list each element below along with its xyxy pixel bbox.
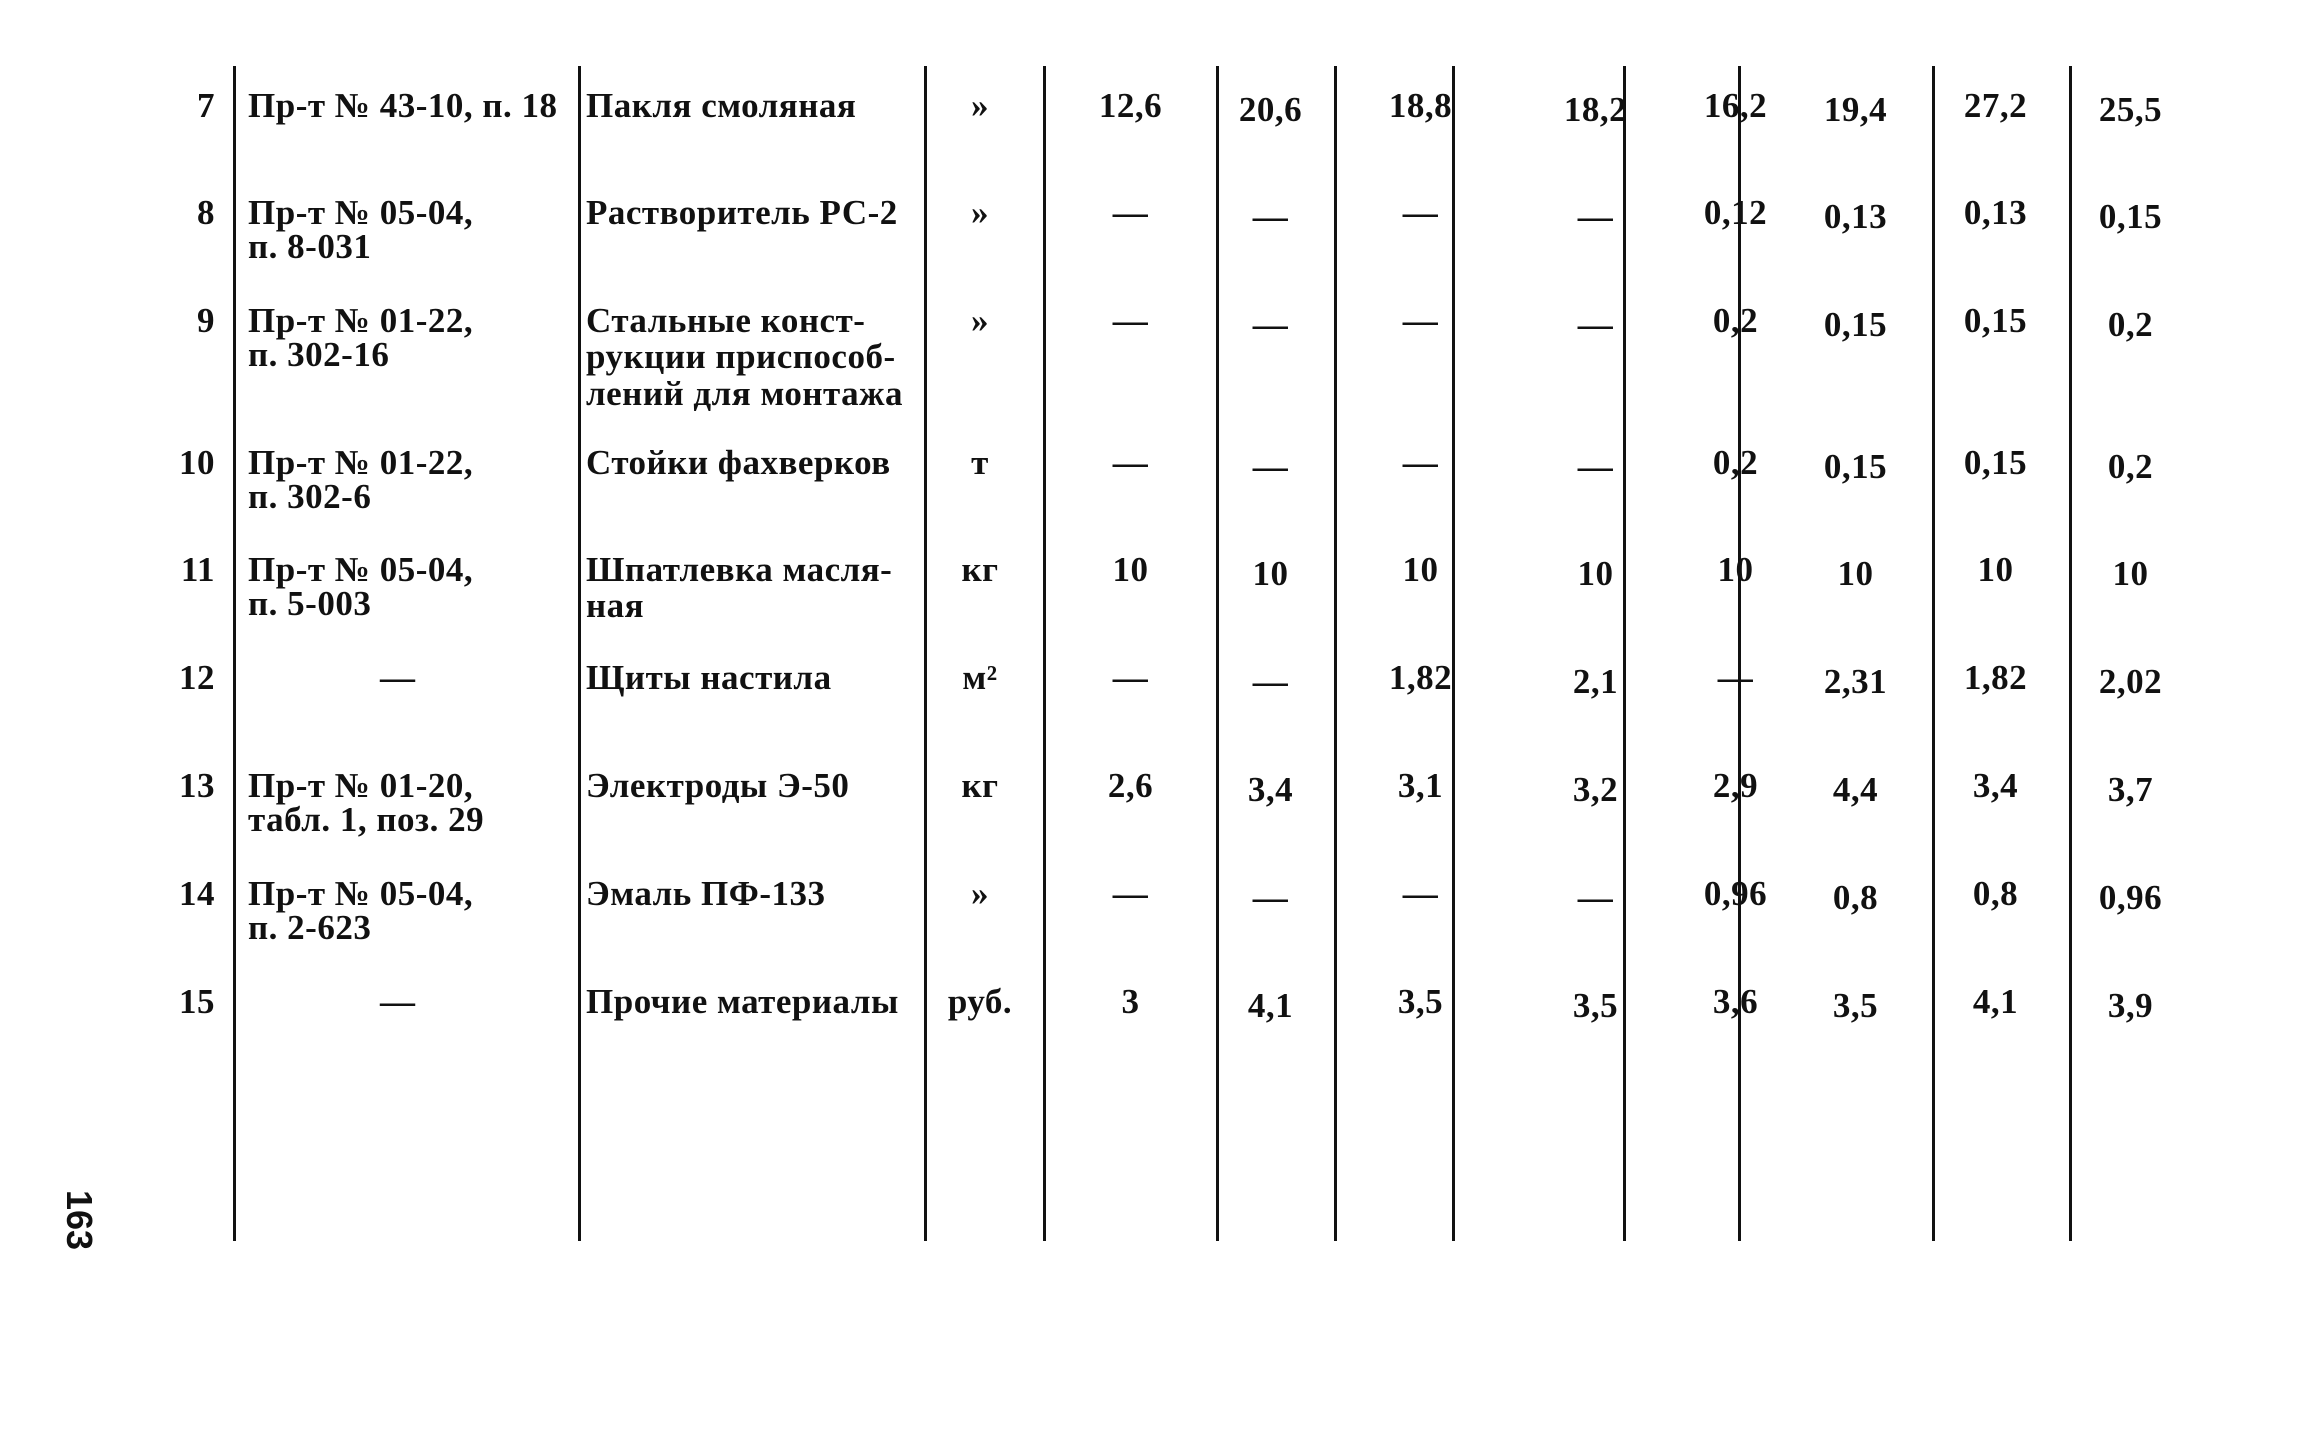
- value-cell: —: [1402, 193, 1439, 232]
- reference-line: п. 302-16: [248, 335, 390, 374]
- value-cell: 2,1: [1572, 662, 1619, 701]
- unit: »: [971, 86, 989, 125]
- material-name: Растворитель РС-2: [586, 193, 898, 232]
- value-cell: 3,6: [1712, 982, 1759, 1021]
- value-cell: 3: [1121, 982, 1140, 1021]
- material-name: Стойки фахверков: [586, 443, 891, 482]
- value-cell: 3,9: [2107, 986, 2154, 1025]
- column-rule: [1043, 66, 1046, 1241]
- reference-line: —: [380, 982, 416, 1021]
- value-cell: 10: [1252, 554, 1289, 593]
- material-name: Щиты настила: [586, 658, 832, 697]
- value-cell: —: [1402, 443, 1439, 482]
- value-cell: 25,5: [2098, 90, 2163, 129]
- value-cell: 0,15: [2098, 197, 2163, 236]
- reference-line: Пр-т № 05-04,: [248, 193, 474, 232]
- column-rule: [1216, 66, 1219, 1241]
- material-name: Эмаль ПФ-133: [586, 874, 826, 913]
- value-cell: 4,1: [1247, 986, 1294, 1025]
- value-cell: 0,15: [1963, 443, 2028, 482]
- row-number: 14: [179, 874, 215, 913]
- value-cell: —: [1252, 447, 1289, 486]
- row-number: 8: [197, 193, 215, 232]
- value-cell: 0,2: [2107, 305, 2154, 344]
- value-cell: —: [1112, 443, 1149, 482]
- column-rule: [1334, 66, 1337, 1241]
- unit: кг: [961, 766, 999, 805]
- column-rule: [1623, 66, 1626, 1241]
- reference-line: Пр-т № 01-22,: [248, 443, 474, 482]
- value-cell: 0,15: [1823, 305, 1888, 344]
- value-cell: 0,12: [1703, 193, 1768, 232]
- material-name: Прочие материалы: [586, 982, 899, 1021]
- value-cell: 0,15: [1963, 301, 2028, 340]
- value-cell: 10: [1837, 554, 1874, 593]
- value-cell: 19,4: [1823, 90, 1888, 129]
- reference-line: Пр-т № 05-04,: [248, 874, 474, 913]
- value-cell: 0,2: [1712, 443, 1759, 482]
- unit: »: [971, 193, 989, 232]
- column-rule: [1738, 66, 1741, 1241]
- row-number: 10: [179, 443, 215, 482]
- row-number: 11: [180, 550, 215, 589]
- page-number: 163: [59, 1190, 100, 1251]
- material-name: Пакля смоляная: [586, 86, 857, 125]
- value-cell: 10: [2112, 554, 2149, 593]
- value-cell: —: [1112, 658, 1149, 697]
- unit: »: [971, 874, 989, 913]
- reference-line: Пр-т № 01-20,: [248, 766, 474, 805]
- reference-line: п. 5-003: [248, 584, 372, 623]
- value-cell: 0,15: [1823, 447, 1888, 486]
- value-cell: —: [1717, 658, 1754, 697]
- value-cell: 2,02: [2098, 662, 2163, 701]
- row-number: 13: [179, 766, 215, 805]
- value-cell: 0,13: [1823, 197, 1888, 236]
- value-cell: 1,82: [1388, 658, 1453, 697]
- value-cell: —: [1252, 305, 1289, 344]
- value-cell: 20,6: [1238, 90, 1303, 129]
- value-cell: 16,2: [1703, 86, 1768, 125]
- value-cell: 10: [1112, 550, 1149, 589]
- reference-line: п. 2-623: [248, 908, 372, 947]
- reference-line: табл. 1, поз. 29: [248, 800, 485, 839]
- value-cell: 18,8: [1388, 86, 1453, 125]
- reference-line: —: [380, 658, 416, 697]
- value-cell: —: [1252, 878, 1289, 917]
- value-cell: 3,4: [1972, 766, 2019, 805]
- reference-line: Пр-т № 01-22,: [248, 301, 474, 340]
- value-cell: 4,1: [1972, 982, 2019, 1021]
- value-cell: 0,2: [2107, 447, 2154, 486]
- value-cell: —: [1402, 874, 1439, 913]
- value-cell: 2,31: [1823, 662, 1888, 701]
- value-cell: 0,8: [1972, 874, 2019, 913]
- value-cell: 3,4: [1247, 770, 1294, 809]
- unit: руб.: [947, 982, 1013, 1021]
- value-cell: 1,82: [1963, 658, 2028, 697]
- value-cell: 0,2: [1712, 301, 1759, 340]
- value-cell: 3,1: [1397, 766, 1444, 805]
- reference-line: Пр-т № 05-04,: [248, 550, 474, 589]
- reference-line: п. 302-6: [248, 477, 372, 516]
- value-cell: 3,5: [1572, 986, 1619, 1025]
- material-name: Электроды Э-50: [586, 766, 850, 805]
- row-number: 15: [179, 982, 215, 1021]
- value-cell: 2,6: [1107, 766, 1154, 805]
- unit: кг: [961, 550, 999, 589]
- value-cell: 10: [1402, 550, 1439, 589]
- value-cell: —: [1112, 874, 1149, 913]
- value-cell: 3,5: [1397, 982, 1444, 1021]
- value-cell: —: [1402, 301, 1439, 340]
- row-number: 9: [197, 301, 215, 340]
- value-cell: 2,9: [1712, 766, 1759, 805]
- row-number: 12: [179, 658, 215, 697]
- value-cell: 0,8: [1832, 878, 1879, 917]
- value-cell: 4,4: [1832, 770, 1879, 809]
- column-rule: [1452, 66, 1455, 1241]
- unit: »: [971, 301, 989, 340]
- reference-line: Пр-т № 43-10, п. 18: [248, 86, 558, 125]
- value-cell: —: [1577, 447, 1614, 486]
- value-cell: 10: [1717, 550, 1754, 589]
- column-rule: [233, 66, 236, 1241]
- unit: м²: [962, 658, 998, 697]
- value-cell: 0,13: [1963, 193, 2028, 232]
- value-cell: —: [1252, 662, 1289, 701]
- value-cell: 3,7: [2107, 770, 2154, 809]
- column-rule: [578, 66, 581, 1241]
- value-cell: —: [1577, 878, 1614, 917]
- value-cell: —: [1112, 193, 1149, 232]
- row-number: 7: [197, 86, 215, 125]
- value-cell: —: [1577, 197, 1614, 236]
- value-cell: 12,6: [1098, 86, 1163, 125]
- value-cell: 10: [1977, 550, 2014, 589]
- material-name: Шпатлевка масля-ная: [586, 550, 893, 626]
- value-cell: 10: [1577, 554, 1614, 593]
- value-cell: 18,2: [1563, 90, 1628, 129]
- value-cell: —: [1577, 305, 1614, 344]
- value-cell: 3,2: [1572, 770, 1619, 809]
- column-rule: [924, 66, 927, 1241]
- material-name: Стальные конст-рукции приспособ-лений для монтажа: [586, 301, 903, 413]
- value-cell: 27,2: [1963, 86, 2028, 125]
- value-cell: 3,5: [1832, 986, 1879, 1025]
- unit: т: [971, 443, 989, 482]
- value-cell: 0,96: [2098, 878, 2163, 917]
- value-cell: —: [1252, 197, 1289, 236]
- column-rule: [2069, 66, 2072, 1241]
- value-cell: 0,96: [1703, 874, 1768, 913]
- value-cell: —: [1112, 301, 1149, 340]
- reference-line: п. 8-031: [248, 227, 372, 266]
- column-rule: [1932, 66, 1935, 1241]
